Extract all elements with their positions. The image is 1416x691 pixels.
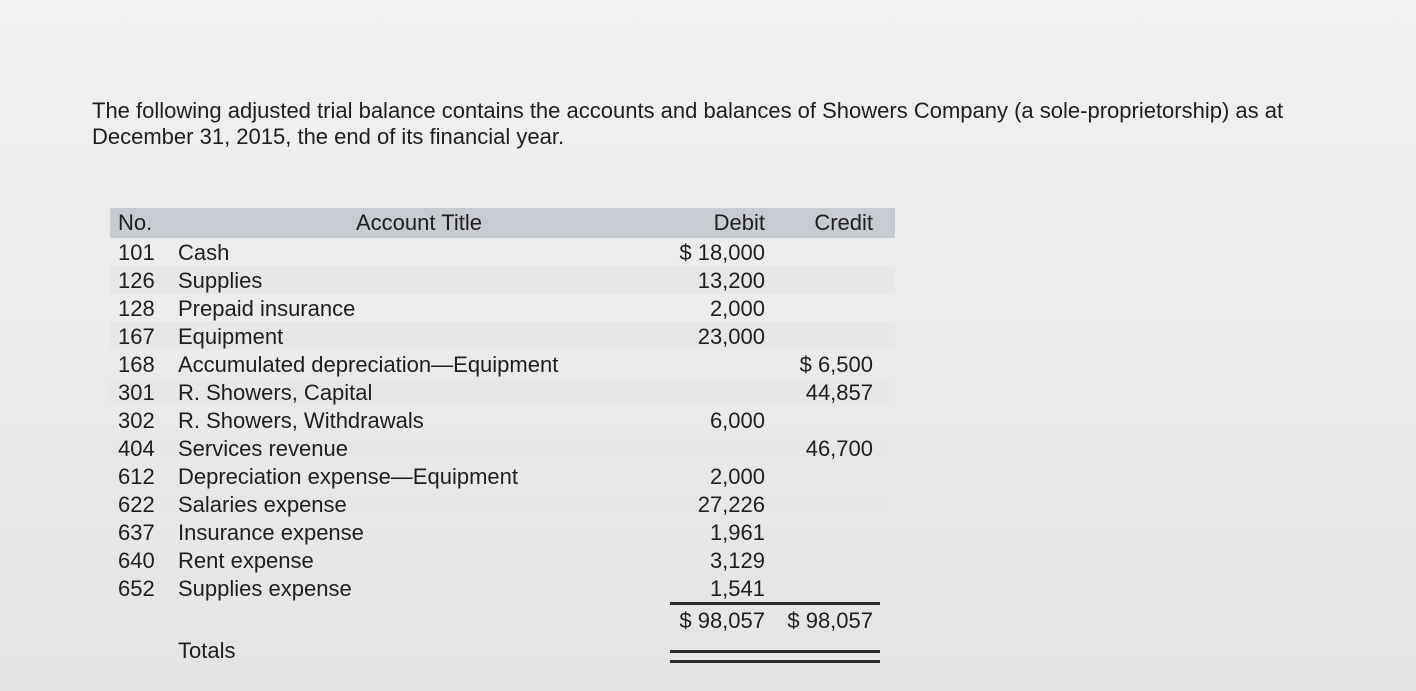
debit-amount: 27,226 — [697, 492, 765, 517]
header-no: No. — [118, 210, 153, 235]
table-row — [110, 266, 895, 294]
account-title: Rent expense — [178, 548, 314, 573]
account-no: 640 — [118, 548, 155, 573]
account-no: 126 — [118, 268, 155, 293]
account-no: 652 — [118, 576, 155, 601]
account-title: Prepaid insurance — [178, 296, 356, 321]
account-no: 101 — [118, 240, 155, 265]
account-title: Equipment — [178, 324, 284, 349]
totals-label: Totals — [178, 638, 236, 663]
credit-amount: $ 6,500 — [799, 352, 873, 377]
account-title: Accumulated depreciation—Equipment — [178, 352, 559, 377]
intro-paragraph: The following adjusted trial balance contains the accounts and balances of Showers Company (a sole-proprietorship) as at December 31, 2015, the end of its financial year. — [92, 98, 1284, 149]
debit-amount: 6,000 — [709, 408, 765, 433]
debit-amount: 2,000 — [709, 464, 765, 489]
account-title: Insurance expense — [178, 520, 364, 545]
credit-amount: 46,700 — [805, 436, 873, 461]
debit-amount: 23,000 — [697, 324, 765, 349]
debit-amount: $ 18,000 — [679, 240, 765, 265]
account-title: Services revenue — [178, 436, 348, 461]
table-header — [110, 208, 895, 238]
credit-total: $ 98,057 — [787, 608, 873, 633]
table-row — [110, 518, 895, 546]
table-row — [110, 574, 895, 602]
account-no: 637 — [118, 520, 155, 545]
account-no: 612 — [118, 464, 155, 489]
account-no: 167 — [118, 324, 155, 349]
debit-amount: 1,961 — [709, 520, 765, 545]
debit-total: $ 98,057 — [679, 608, 765, 633]
table-row — [110, 322, 895, 350]
table-row — [110, 406, 895, 434]
account-title: R. Showers, Capital — [178, 380, 373, 405]
table-row — [110, 546, 895, 574]
double-rule-top — [670, 650, 880, 653]
table-row — [110, 294, 895, 322]
account-title: Supplies — [178, 268, 263, 293]
table-row — [110, 238, 895, 266]
header-account-title: Account Title — [356, 210, 482, 235]
header-debit: Debit — [713, 210, 765, 235]
account-title: Depreciation expense—Equipment — [178, 464, 518, 489]
debit-amount: 1,541 — [709, 576, 765, 601]
account-no: 404 — [118, 436, 155, 461]
table-row — [110, 490, 895, 518]
table-row — [110, 462, 895, 490]
table-row — [110, 434, 895, 462]
account-title: Cash — [178, 240, 230, 265]
credit-amount: 44,857 — [805, 380, 873, 405]
totals-row — [110, 602, 895, 672]
account-title: R. Showers, Withdrawals — [178, 408, 424, 433]
debit-amount: 3,129 — [709, 548, 765, 573]
account-title: Supplies expense — [178, 576, 352, 601]
double-rule-bottom — [670, 660, 880, 663]
account-no: 301 — [118, 380, 155, 405]
header-credit: Credit — [814, 210, 873, 235]
debit-amount: 13,200 — [697, 268, 765, 293]
trial-balance-table — [110, 208, 895, 672]
account-no: 128 — [118, 296, 155, 321]
account-no: 622 — [118, 492, 155, 517]
table-row — [110, 350, 895, 378]
account-no: 302 — [118, 408, 155, 433]
account-no: 168 — [118, 352, 155, 377]
debit-amount: 2,000 — [709, 296, 765, 321]
account-title: Salaries expense — [178, 492, 347, 517]
subtotal-rule — [670, 602, 880, 605]
table-row — [110, 378, 895, 406]
